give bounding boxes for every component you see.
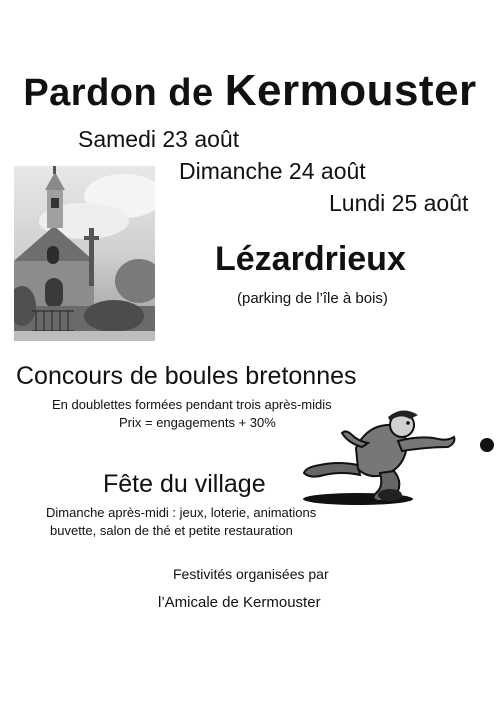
date-monday: Lundi 25 août — [329, 190, 469, 216]
location-town: Lézardrieux — [215, 240, 406, 278]
location-parking: (parking de l’île à bois) — [237, 290, 388, 307]
date-sunday: Dimanche 24 août — [179, 158, 366, 184]
throwing-player-icon — [298, 403, 460, 507]
poster-title — [0, 66, 500, 116]
chapel-illustration — [14, 166, 155, 341]
fete-activities: Dimanche après-midi : jeux, loterie, animations — [46, 505, 317, 520]
fete-heading: Fête du village — [103, 470, 266, 498]
boule-ball-icon — [480, 438, 494, 452]
title-prefix: Pardon de — [23, 72, 225, 114]
boules-prize: Prix = engagements + 30% — [119, 415, 276, 430]
fete-refreshments: buvette, salon de thé et petite restauration — [50, 523, 293, 538]
date-saturday: Samedi 23 août — [78, 126, 240, 152]
organizer-name: l’Amicale de Kermouster — [158, 594, 321, 611]
chapel-photo — [14, 166, 155, 341]
boules-heading: Concours de boules bretonnes — [16, 362, 357, 390]
title-name: Kermouster — [224, 66, 477, 115]
organizer-intro: Festivités organisées par — [173, 566, 329, 582]
boules-player-illustration — [298, 403, 460, 507]
boules-format: En doublettes formées pendant trois après-midis — [52, 397, 332, 412]
